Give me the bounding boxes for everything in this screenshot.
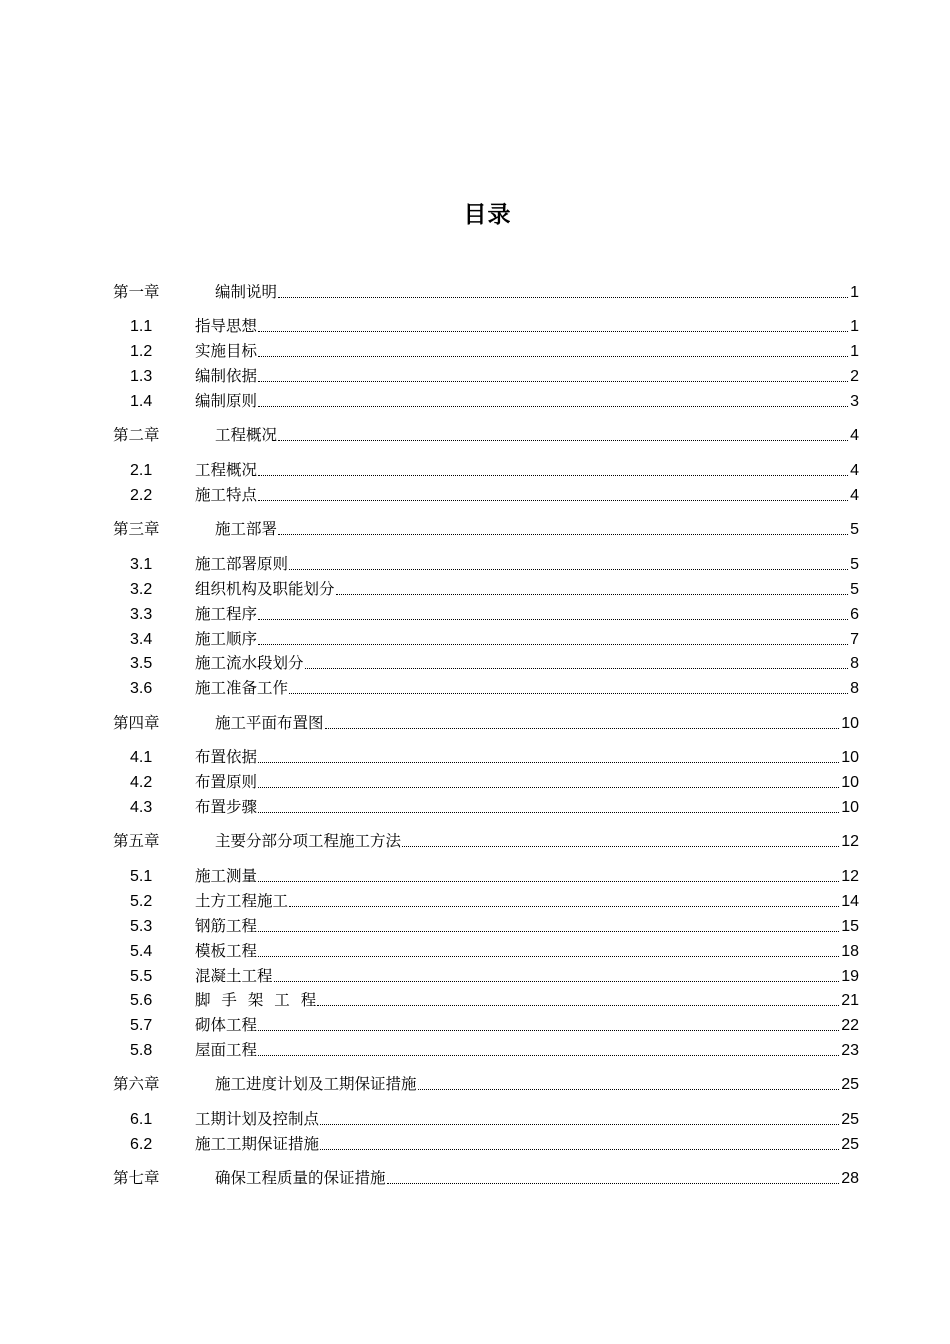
toc-entry-number: 第二章	[113, 426, 160, 444]
toc-entry-page-number: 25	[841, 1111, 859, 1128]
dot-leader	[258, 955, 839, 957]
toc-entry-title: 组织机构及职能划分	[195, 580, 335, 598]
toc-entry-number: 2.1	[130, 462, 153, 479]
toc-entry-title: 编制说明	[215, 283, 278, 301]
dot-leader	[289, 692, 848, 694]
dot-leader	[278, 439, 848, 441]
toc-section-entry[interactable]	[113, 602, 859, 626]
toc-entry-page-number: 18	[841, 943, 859, 960]
toc-section-entry[interactable]	[113, 314, 859, 338]
toc-entry-number: 1.3	[130, 368, 153, 385]
toc-entry-page-number: 10	[841, 799, 859, 816]
toc-entry-title: 编制原则	[195, 392, 258, 410]
dot-leader	[325, 727, 840, 729]
dot-leader	[336, 593, 849, 595]
toc-entry-page-number: 21	[841, 992, 859, 1009]
dot-leader	[258, 761, 839, 763]
toc-entry-title: 施工流水段划分	[195, 654, 304, 672]
toc-entry-number: 第三章	[113, 520, 160, 538]
toc-entry-page-number: 7	[850, 631, 859, 648]
toc-entry-number: 6.1	[130, 1111, 153, 1128]
toc-section-entry[interactable]	[113, 1132, 859, 1156]
toc-entry-number: 1.2	[130, 343, 153, 360]
dot-leader	[305, 667, 849, 669]
toc-entry-number: 2.2	[130, 487, 153, 504]
toc-entry-number: 4.3	[130, 799, 153, 816]
dot-leader	[402, 845, 839, 847]
toc-entry-number: 第四章	[113, 714, 160, 732]
toc-entry-title: 砌体工程	[195, 1016, 258, 1034]
toc-entry-title: 屋面工程	[195, 1041, 258, 1059]
dot-leader	[258, 618, 848, 620]
toc-entry-title: 工程概况	[215, 426, 278, 444]
toc-section-entry[interactable]	[113, 914, 859, 938]
toc-entry-page-number: 6	[850, 606, 859, 623]
toc-section-entry[interactable]	[113, 1013, 859, 1037]
toc-entry-title: 工期计划及控制点	[195, 1110, 320, 1128]
toc-entry-page-number: 1	[850, 284, 859, 301]
toc-section-entry[interactable]	[113, 1107, 859, 1131]
toc-entry-page-number: 15	[841, 918, 859, 935]
toc-entry-page-number: 10	[841, 715, 859, 732]
toc-entry-title: 施工进度计划及工期保证措施	[215, 1075, 417, 1093]
toc-entry-page-number: 10	[841, 774, 859, 791]
toc-entry-title: 模板工程	[195, 942, 258, 960]
dot-leader	[289, 905, 839, 907]
dot-leader	[258, 643, 848, 645]
dot-leader	[289, 568, 848, 570]
toc-entry-page-number: 2	[850, 368, 859, 385]
toc-entry-page-number: 4	[850, 487, 859, 504]
toc-entry-number: 第一章	[113, 283, 160, 301]
toc-section-entry[interactable]	[113, 458, 859, 482]
dot-leader	[258, 1054, 839, 1056]
toc-entry-number: 1.4	[130, 393, 153, 410]
toc-entry-page-number: 10	[841, 749, 859, 766]
toc-entry-number: 5.7	[130, 1017, 153, 1034]
toc-entry-title: 施工测量	[195, 867, 258, 885]
toc-section-entry[interactable]	[113, 339, 859, 363]
toc-entry-title: 确保工程质量的保证措施	[215, 1169, 386, 1187]
toc-entry-title: 工程概况	[195, 461, 258, 479]
toc-entry-title: 土方工程施工	[195, 892, 289, 910]
dot-leader	[258, 355, 848, 357]
toc-heading: 目录	[463, 202, 512, 228]
toc-entry-page-number: 25	[841, 1136, 859, 1153]
toc-entry-title: 钢筋工程	[195, 917, 258, 935]
dot-leader	[258, 880, 839, 882]
toc-section-entry[interactable]	[113, 483, 859, 507]
toc-section-entry[interactable]	[113, 795, 859, 819]
toc-entry-page-number: 5	[850, 521, 859, 538]
dot-leader	[258, 380, 848, 382]
toc-entry-number: 1.1	[130, 318, 153, 335]
toc-entry-page-number: 25	[841, 1076, 859, 1093]
toc-entry-number: 3.3	[130, 606, 153, 623]
toc-entry-number: 6.2	[130, 1136, 153, 1153]
toc-entry-title: 脚 手 架 工 程	[195, 991, 317, 1009]
toc-chapter-entry[interactable]	[113, 280, 859, 304]
toc-chapter-entry[interactable]	[113, 1166, 859, 1190]
toc-entry-title: 施工程序	[195, 605, 258, 623]
toc-entry-title: 混凝土工程	[195, 967, 273, 985]
toc-entry-page-number: 4	[850, 462, 859, 479]
dot-leader	[278, 533, 848, 535]
toc-section-entry[interactable]	[113, 651, 859, 675]
dot-leader	[258, 405, 848, 407]
toc-entry-title: 施工工期保证措施	[195, 1135, 320, 1153]
toc-entry-page-number: 1	[850, 343, 859, 360]
toc-entry-title: 指导思想	[195, 317, 258, 335]
dot-leader	[317, 1004, 839, 1006]
toc-chapter-entry[interactable]	[113, 423, 859, 447]
toc-entry-page-number: 3	[850, 393, 859, 410]
dot-leader	[258, 786, 839, 788]
toc-entry-title: 布置原则	[195, 773, 258, 791]
toc-entry-page-number: 8	[850, 680, 859, 697]
toc-entry-title: 布置依据	[195, 748, 258, 766]
toc-section-entry[interactable]	[113, 964, 859, 988]
toc-entry-number: 4.2	[130, 774, 153, 791]
toc-section-entry[interactable]	[113, 577, 859, 601]
dot-leader	[278, 296, 848, 298]
toc-entry-title: 施工顺序	[195, 630, 258, 648]
toc-entry-number: 5.5	[130, 968, 153, 985]
toc-entry-page-number: 19	[841, 968, 859, 985]
dot-leader	[387, 1182, 840, 1184]
toc-entry-number: 第七章	[113, 1169, 160, 1187]
toc-entry-number: 5.6	[130, 992, 153, 1009]
toc-chapter-entry[interactable]	[113, 1072, 859, 1096]
toc-entry-page-number: 22	[841, 1017, 859, 1034]
toc-section-entry[interactable]	[113, 1038, 859, 1062]
toc-entry-number: 5.3	[130, 918, 153, 935]
dot-leader	[258, 330, 848, 332]
toc-entry-title: 施工部署	[215, 520, 278, 538]
toc-section-entry[interactable]	[113, 627, 859, 651]
toc-section-entry[interactable]	[113, 939, 859, 963]
toc-entry-title: 施工准备工作	[195, 679, 289, 697]
toc-entry-number: 3.5	[130, 655, 153, 672]
dot-leader	[258, 930, 839, 932]
toc-entry-title: 编制依据	[195, 367, 258, 385]
toc-entry-number: 3.4	[130, 631, 153, 648]
toc-entry-number: 5.8	[130, 1042, 153, 1059]
toc-entry-number: 4.1	[130, 749, 153, 766]
toc-section-entry[interactable]	[113, 889, 859, 913]
toc-chapter-entry[interactable]	[113, 829, 859, 853]
toc-entry-number: 5.2	[130, 893, 153, 910]
toc-entry-number: 3.1	[130, 556, 153, 573]
toc-entry-page-number: 4	[850, 427, 859, 444]
toc-entry-page-number: 8	[850, 655, 859, 672]
toc-entry-page-number: 1	[850, 318, 859, 335]
toc-section-entry[interactable]	[113, 552, 859, 576]
toc-section-entry[interactable]	[113, 745, 859, 769]
toc-section-entry[interactable]	[113, 770, 859, 794]
dot-leader	[258, 499, 848, 501]
toc-entry-page-number: 5	[850, 581, 859, 598]
toc-entry-number: 第五章	[113, 832, 160, 850]
toc-section-entry[interactable]	[113, 988, 859, 1012]
dot-leader	[258, 811, 839, 813]
dot-leader	[320, 1123, 839, 1125]
toc-entry-page-number: 5	[850, 556, 859, 573]
toc-entry-title: 主要分部分项工程施工方法	[215, 832, 402, 850]
toc-entry-number: 5.1	[130, 868, 153, 885]
toc-section-entry[interactable]	[113, 389, 859, 413]
toc-entry-title: 施工特点	[195, 486, 258, 504]
toc-section-entry[interactable]	[113, 864, 859, 888]
toc-entry-title: 施工部署原则	[195, 555, 289, 573]
toc-chapter-entry[interactable]	[113, 711, 859, 735]
toc-entry-title: 实施目标	[195, 342, 258, 360]
toc-entry-title: 布置步骤	[195, 798, 258, 816]
toc-entry-number: 3.6	[130, 680, 153, 697]
toc-entry-page-number: 12	[841, 833, 859, 850]
dot-leader	[258, 474, 848, 476]
toc-entry-number: 3.2	[130, 581, 153, 598]
toc-entry-page-number: 28	[841, 1170, 859, 1187]
toc-section-entry[interactable]	[113, 676, 859, 700]
toc-entry-number: 第六章	[113, 1075, 160, 1093]
dot-leader	[258, 1029, 839, 1031]
toc-entry-title: 施工平面布置图	[215, 714, 324, 732]
toc-entry-number: 5.4	[130, 943, 153, 960]
dot-leader	[274, 980, 840, 982]
dot-leader	[418, 1088, 840, 1090]
toc-entry-page-number: 23	[841, 1042, 859, 1059]
toc-entry-page-number: 12	[841, 868, 859, 885]
toc-chapter-entry[interactable]	[113, 517, 859, 541]
toc-section-entry[interactable]	[113, 364, 859, 388]
dot-leader	[320, 1148, 839, 1150]
toc-entry-page-number: 14	[841, 893, 859, 910]
